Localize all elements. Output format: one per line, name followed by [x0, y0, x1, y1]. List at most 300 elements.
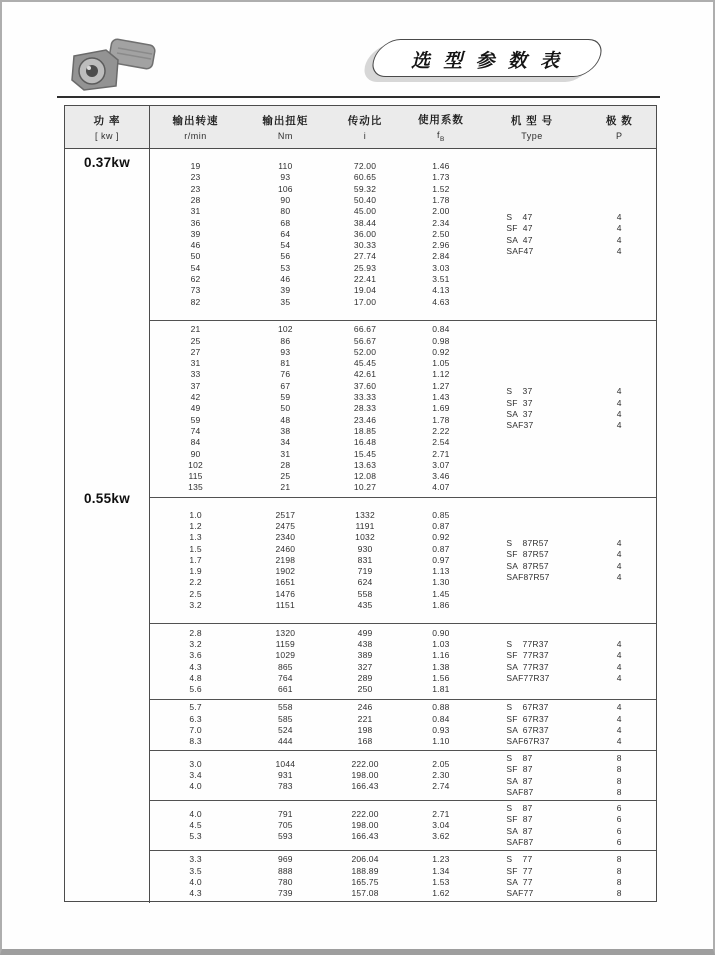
poles-value: 8	[616, 764, 622, 775]
poles-column	[583, 751, 656, 800]
power-label-055kw: 0.55kw	[83, 491, 131, 506]
speed-value: 23	[190, 183, 201, 194]
speed-value: 4.3	[189, 661, 202, 672]
type-value: SAF77R37	[506, 672, 550, 683]
table-block-s67r37	[150, 699, 656, 750]
torque-column	[241, 149, 330, 320]
speed-value: 73	[190, 285, 201, 296]
torque-value: 558	[277, 702, 293, 713]
speed-value: 3.6	[189, 650, 202, 661]
poles-value: 4	[616, 713, 622, 724]
fb-value: 2.30	[432, 769, 450, 780]
type-value: SAF77	[506, 888, 534, 899]
torque-value: 2198	[275, 554, 296, 565]
speed-value: 37	[190, 380, 201, 391]
speed-value: 1.9	[189, 566, 202, 577]
speed-value: 39	[190, 228, 201, 239]
speed-value: 33	[190, 369, 201, 380]
poles-value: 8	[616, 786, 622, 797]
speed-value: 2.2	[189, 577, 202, 588]
type-column	[481, 498, 582, 623]
ratio-column	[330, 801, 401, 850]
ratio-value: 221	[357, 713, 373, 724]
ratio-value: 435	[357, 600, 373, 611]
poles-value: 4	[616, 537, 622, 548]
type-value: SAF67R37	[506, 736, 550, 747]
header-poles	[583, 106, 656, 148]
fb-value: 1.78	[432, 194, 450, 205]
fb-value: 1.27	[432, 380, 450, 391]
ratio-value: 250	[357, 684, 373, 695]
ratio-value: 23.46	[353, 414, 377, 425]
page-title: 选 型 参 数 表	[410, 51, 564, 72]
type-value: S 87R57	[506, 537, 549, 548]
ratio-value: 72.00	[353, 161, 377, 172]
ratio-value: 1191	[355, 520, 375, 531]
type-column	[481, 321, 582, 497]
torque-value: 35	[280, 296, 291, 307]
poles-column	[583, 624, 656, 699]
ratio-value: 438	[357, 638, 373, 649]
torque-value: 585	[277, 713, 293, 724]
torque-value: 31	[280, 448, 291, 459]
fb-value: 0.93	[432, 725, 450, 735]
fb-value: 0.90	[432, 627, 450, 638]
torque-column	[241, 851, 330, 903]
speed-value: 31	[190, 358, 201, 369]
speed-value: 62	[190, 274, 201, 285]
type-column	[481, 801, 582, 850]
torque-value: 1902	[275, 566, 296, 577]
speed-value: 54	[190, 262, 201, 273]
type-value: SAF87	[506, 786, 534, 797]
type-column	[481, 149, 582, 320]
fb-value: 0.92	[432, 346, 450, 357]
speed-value: 3.2	[189, 638, 202, 649]
fb-value: 1.69	[432, 403, 450, 414]
ratio-value: 165.75	[351, 877, 379, 887]
ratio-value: 17.00	[353, 296, 377, 307]
torque-value: 93	[280, 172, 291, 183]
ratio-value: 558	[357, 588, 373, 599]
torque-value: 28	[280, 459, 291, 470]
ratio-value: 36.00	[353, 228, 377, 239]
fb-value: 1.34	[432, 865, 450, 876]
ratio-value: 499	[357, 627, 373, 638]
type-value: S 77R37	[506, 638, 549, 649]
fb-value: 4.63	[432, 296, 450, 307]
poles-value: 4	[616, 409, 622, 419]
speed-value: 1.5	[189, 543, 202, 554]
torque-column	[241, 751, 330, 800]
type-column	[481, 700, 582, 750]
header-ratio-unit: i	[363, 131, 367, 141]
fb-value: 0.84	[432, 713, 450, 724]
speed-value: 50	[190, 251, 201, 262]
torque-value: 34	[280, 437, 291, 448]
speed-value: 25	[190, 335, 201, 346]
poles-value: 4	[616, 560, 622, 571]
torque-value: 444	[277, 736, 293, 747]
poles-value: 4	[616, 549, 622, 560]
poles-column	[583, 700, 656, 750]
poles-value: 4	[616, 245, 622, 256]
fb-value: 3.62	[432, 831, 450, 842]
ratio-value: 831	[357, 554, 373, 565]
ratio-column	[330, 321, 401, 497]
speed-value: 74	[190, 425, 201, 436]
torque-value: 593	[277, 831, 293, 842]
ratio-value: 206.04	[351, 854, 379, 865]
ratio-column	[330, 700, 401, 750]
ratio-value: 719	[357, 566, 373, 577]
poles-value: 4	[616, 234, 622, 245]
speed-value: 5.6	[189, 684, 202, 695]
header-service-factor	[400, 106, 481, 148]
speed-column	[150, 498, 241, 623]
speed-value: 3.5	[189, 865, 202, 876]
poles-column	[583, 321, 656, 497]
fb-value: 4.07	[432, 482, 450, 493]
torque-value: 93	[280, 346, 291, 357]
poles-value: 6	[616, 814, 622, 825]
speed-value: 3.2	[189, 600, 202, 611]
fb-value: 0.98	[432, 335, 450, 346]
speed-value: 42	[190, 392, 201, 403]
torque-value: 81	[280, 358, 291, 369]
fb-value: 1.16	[432, 650, 450, 661]
ratio-value: 25.93	[353, 262, 377, 273]
torque-value: 1476	[275, 588, 296, 599]
type-value: S 37	[506, 386, 533, 397]
poles-value: 6	[616, 825, 622, 836]
torque-value: 102	[277, 324, 293, 335]
fb-value: 0.92	[432, 532, 450, 543]
type-value: SA 47	[506, 234, 533, 245]
speed-value: 4.5	[189, 819, 202, 830]
speed-value: 21	[190, 324, 201, 335]
ratio-value: 246	[357, 702, 373, 713]
speed-column	[150, 751, 241, 800]
torque-value: 54	[280, 240, 291, 251]
header-output-speed-unit: r/min	[184, 131, 207, 141]
torque-column	[241, 624, 330, 699]
poles-column	[583, 801, 656, 850]
table-header-row	[65, 106, 656, 149]
ratio-value: 50.40	[353, 194, 377, 205]
speed-column	[150, 700, 241, 750]
ratio-value: 157.08	[351, 888, 379, 899]
torque-value: 705	[277, 819, 293, 830]
speed-value: 4.0	[189, 808, 202, 819]
fb-value: 2.74	[432, 781, 450, 792]
torque-value: 865	[277, 661, 293, 672]
type-value: SAF87R57	[506, 571, 550, 582]
type-value: SA 77	[506, 877, 533, 887]
torque-value: 888	[277, 865, 293, 876]
ratio-value: 222.00	[351, 758, 379, 769]
poles-value: 8	[616, 775, 622, 786]
ratio-value: 30.33	[353, 240, 377, 251]
type-value: SF 77	[506, 865, 533, 876]
type-value: S 87	[506, 752, 533, 763]
fb-value: 0.87	[432, 520, 450, 531]
ratio-value: 10.27	[353, 482, 377, 493]
speed-value: 1.3	[189, 532, 202, 543]
fb-value: 2.71	[432, 808, 450, 819]
ratio-value: 45.45	[353, 358, 377, 369]
fb-value: 2.00	[432, 206, 450, 217]
fb-value: 1.81	[432, 684, 450, 695]
poles-column	[583, 498, 656, 623]
header-ratio	[330, 106, 401, 148]
speed-column	[150, 801, 241, 850]
torque-value: 931	[277, 769, 293, 780]
speed-value: 4.3	[189, 888, 202, 899]
fb-value: 1.38	[432, 661, 450, 672]
fb-value: 1.73	[432, 172, 450, 183]
speed-value: 7.0	[189, 725, 202, 735]
type-value: SA 87	[506, 775, 533, 786]
speed-value: 2.8	[189, 627, 202, 638]
poles-value: 8	[616, 854, 622, 865]
fb-symbol: f	[437, 129, 441, 140]
fb-value: 1.78	[432, 414, 450, 425]
torque-value: 969	[277, 854, 293, 865]
speed-value: 102	[188, 459, 203, 470]
speed-value: 3.3	[189, 854, 202, 865]
power-column	[65, 149, 150, 903]
speed-value: 36	[190, 217, 201, 228]
torque-value: 80	[280, 206, 291, 217]
torque-value: 2460	[275, 543, 296, 554]
ratio-value: 166.43	[351, 831, 379, 842]
fb-value: 1.03	[432, 638, 450, 649]
poles-column	[583, 149, 656, 320]
speed-value: 84	[190, 437, 201, 448]
torque-value: 791	[277, 808, 293, 819]
ratio-value: 12.08	[353, 471, 377, 482]
speed-value: 4.8	[189, 672, 202, 683]
poles-value: 4	[616, 397, 622, 408]
ratio-value: 56.67	[353, 335, 377, 346]
poles-value: 6	[616, 836, 622, 847]
poles-value: 8	[616, 752, 622, 763]
poles-value: 4	[616, 571, 622, 582]
fb-column	[400, 851, 481, 903]
type-value: SAF87	[506, 836, 534, 847]
ratio-column	[330, 851, 401, 903]
torque-value: 64	[280, 228, 291, 239]
speed-value: 23	[190, 172, 201, 183]
torque-value: 1159	[275, 638, 295, 649]
type-value: S 87	[506, 802, 533, 813]
torque-value: 90	[280, 194, 291, 205]
type-value: SF 87R57	[506, 549, 549, 560]
poles-value: 4	[616, 661, 622, 672]
gearmotor-icon	[66, 38, 166, 94]
torque-value: 780	[277, 877, 293, 887]
torque-value: 524	[277, 725, 293, 735]
poles-value: 8	[616, 888, 622, 899]
torque-value: 48	[280, 414, 291, 425]
fb-value: 3.04	[432, 819, 450, 830]
fb-value: 0.85	[432, 509, 450, 520]
speed-column	[150, 321, 241, 497]
ratio-value: 66.67	[353, 324, 377, 335]
torque-value: 1320	[275, 627, 296, 638]
ratio-value: 16.48	[353, 437, 377, 448]
torque-value: 1651	[275, 577, 296, 588]
ratio-value: 13.63	[353, 459, 377, 470]
fb-column	[400, 498, 481, 623]
ratio-value: 45.00	[353, 206, 377, 217]
speed-column	[150, 149, 241, 320]
ratio-value: 168	[357, 736, 373, 747]
poles-value: 8	[616, 877, 622, 887]
speed-value: 115	[188, 471, 203, 482]
fb-value: 1.30	[432, 577, 450, 588]
torque-value: 76	[280, 369, 291, 380]
ratio-value: 33.33	[353, 392, 377, 403]
fb-value: 2.84	[432, 251, 450, 262]
title-banner	[374, 39, 600, 77]
type-column	[481, 624, 582, 699]
ratio-column	[330, 498, 401, 623]
ratio-value: 222.00	[351, 808, 379, 819]
table-block-s37	[150, 320, 656, 497]
header-poles-unit: P	[616, 131, 623, 141]
poles-value: 6	[616, 802, 622, 813]
torque-value: 39	[280, 285, 291, 296]
type-value: SA 87	[506, 825, 533, 836]
ratio-value: 188.89	[351, 865, 379, 876]
torque-value: 67	[280, 380, 291, 391]
fb-value: 0.87	[432, 543, 450, 554]
header-power	[65, 106, 150, 148]
fb-value: 4.13	[432, 285, 450, 296]
speed-value: 6.3	[189, 713, 202, 724]
ratio-value: 28.33	[353, 403, 377, 414]
fb-value: 2.22	[432, 425, 450, 436]
fb-column	[400, 624, 481, 699]
speed-value: 31	[190, 206, 201, 217]
poles-value: 4	[616, 650, 622, 661]
fb-value: 0.88	[432, 702, 450, 713]
fb-value: 1.52	[432, 183, 450, 194]
fb-value: 2.34	[432, 217, 450, 228]
header-power-zh: 功 率	[93, 115, 121, 127]
ratio-value: 60.65	[353, 172, 377, 183]
torque-value: 661	[277, 684, 293, 695]
header-model-type-unit: Type	[521, 131, 543, 141]
fb-value: 3.46	[432, 471, 450, 482]
fb-subscript: B	[440, 135, 445, 143]
poles-value: 8	[616, 865, 622, 876]
fb-value: 1.05	[432, 358, 450, 369]
fb-column	[400, 321, 481, 497]
ratio-column	[330, 624, 401, 699]
table-body	[65, 149, 656, 903]
torque-value: 86	[280, 335, 291, 346]
type-column	[481, 751, 582, 800]
data-column-area	[150, 149, 656, 903]
speed-value: 1.2	[189, 520, 202, 531]
type-value: SF 87	[506, 764, 533, 775]
selection-parameter-table	[64, 105, 657, 902]
fb-value: 1.10	[432, 736, 450, 747]
speed-value: 135	[188, 482, 203, 493]
fb-column	[400, 751, 481, 800]
ratio-value: 18.85	[353, 425, 377, 436]
type-value: SF 87	[506, 814, 533, 825]
fb-value: 1.45	[432, 588, 450, 599]
type-value: SAF47	[506, 245, 534, 256]
ratio-value: 27.74	[353, 251, 377, 262]
header-model-type-zh: 机 型 号	[510, 115, 554, 127]
speed-column	[150, 624, 241, 699]
poles-value: 4	[616, 223, 622, 234]
torque-value: 2340	[275, 532, 296, 543]
torque-value: 38	[280, 425, 291, 436]
torque-value: 56	[280, 251, 291, 262]
ratio-value: 624	[357, 577, 373, 588]
poles-value: 4	[616, 672, 622, 683]
type-value: S 47	[506, 211, 533, 222]
type-value: SF 77R37	[506, 650, 549, 661]
ratio-value: 22.41	[353, 274, 377, 285]
header-output-speed-zh: 输出转速	[172, 115, 219, 127]
torque-value: 1151	[275, 600, 295, 611]
type-value: SF 37	[506, 397, 533, 408]
ratio-value: 930	[357, 543, 373, 554]
ratio-value: 19.04	[353, 285, 377, 296]
speed-value: 28	[190, 194, 201, 205]
ratio-value: 1032	[355, 532, 375, 543]
speed-value: 5.7	[189, 702, 202, 713]
ratio-value: 289	[357, 672, 373, 683]
speed-value: 1.0	[189, 509, 202, 520]
speed-value: 4.0	[189, 781, 202, 792]
poles-column	[583, 851, 656, 903]
type-column	[481, 851, 582, 903]
fb-value: 1.56	[432, 672, 450, 683]
table-block-s87r57	[150, 497, 656, 623]
fb-value: 1.86	[432, 600, 450, 611]
speed-value: 27	[190, 346, 201, 357]
torque-value: 50	[280, 403, 291, 414]
fb-column	[400, 700, 481, 750]
poles-value: 4	[616, 638, 622, 649]
torque-value: 53	[280, 262, 291, 273]
header-service-factor-unit	[437, 130, 445, 143]
torque-value: 21	[280, 482, 291, 493]
header-divider-rule	[57, 96, 660, 98]
fb-value: 2.50	[432, 228, 450, 239]
type-value: SA 67R37	[506, 725, 549, 735]
fb-value: 0.84	[432, 324, 450, 335]
speed-value: 82	[190, 296, 201, 307]
fb-value: 2.54	[432, 437, 450, 448]
torque-column	[241, 498, 330, 623]
fb-column	[400, 801, 481, 850]
type-value: SF 47	[506, 223, 533, 234]
poles-value: 4	[616, 725, 622, 735]
torque-value: 110	[278, 161, 293, 172]
torque-value: 2517	[275, 509, 296, 520]
type-value: SA 77R37	[506, 661, 549, 672]
header-output-torque-unit: Nm	[277, 131, 293, 141]
